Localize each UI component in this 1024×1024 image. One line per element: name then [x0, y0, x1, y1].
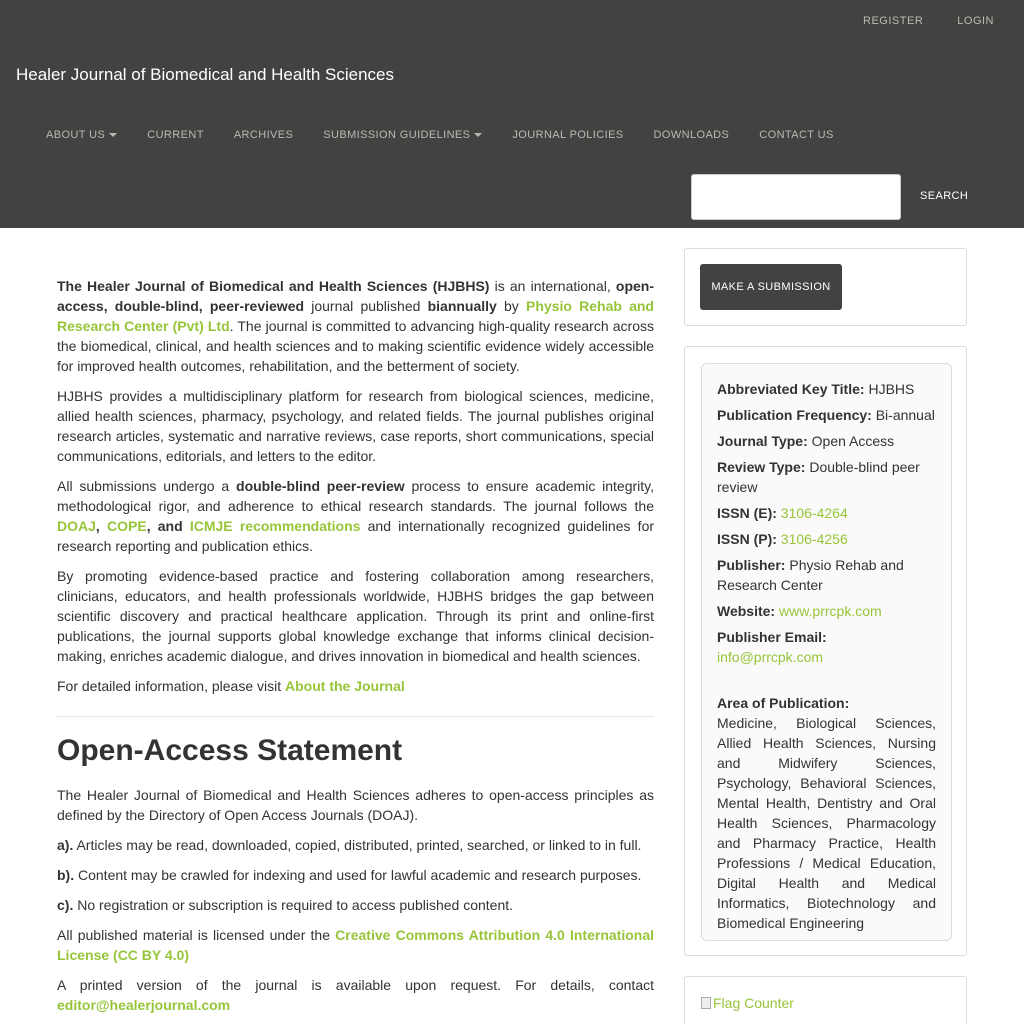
label: Journal Type:: [717, 433, 808, 449]
nav-label: JOURNAL POLICIES: [512, 129, 624, 141]
emphasis: double-blind peer-review: [236, 478, 405, 494]
text: All submissions undergo a: [57, 478, 237, 494]
site-header: [0, 0, 1024, 228]
label: ISSN (P):: [717, 531, 777, 547]
flag-counter-link[interactable]: [701, 995, 794, 1011]
editor-email-link[interactable]: editor@healerjournal.com: [57, 997, 231, 1013]
text: journal published: [304, 298, 428, 314]
flag-counter-alt: Flag Counter: [713, 995, 794, 1011]
value: HJBHS: [864, 381, 915, 397]
text: by: [496, 298, 527, 314]
license-link[interactable]: Creative Commons Attribution 4.0 International License (CC BY 4.0): [57, 927, 654, 963]
label: Area of Publication:: [717, 695, 850, 711]
nav-label: CONTACT US: [759, 129, 834, 141]
list-marker: b).: [57, 867, 75, 883]
separator: , and: [146, 518, 190, 534]
text: is an international,: [489, 278, 616, 294]
nav-label: ARCHIVES: [233, 129, 294, 141]
website-link[interactable]: www.prrcpk.com: [778, 603, 882, 619]
label: Publisher:: [717, 557, 786, 573]
publisher-email-link[interactable]: info@prrcpk.com: [717, 649, 824, 665]
key-title-row: [717, 379, 936, 399]
nav-label: SUBMISSION GUIDELINES: [323, 129, 471, 141]
journal-info-panel: [701, 363, 952, 941]
user-nav: [863, 15, 1024, 27]
list-marker: a).: [57, 837, 74, 853]
main-nav: [46, 129, 864, 141]
license-paragraph: [57, 925, 654, 965]
text: A printed version of the journal is available upon request. For details, contact: [57, 977, 654, 993]
journal-name: The Healer Journal of Biomedical and Health Sciences (HJBHS): [57, 278, 490, 294]
nav-about-us[interactable]: [46, 129, 117, 141]
publisher-email-row: [717, 627, 936, 667]
list-text: Content may be crawled for indexing and used for lawful academic and research purposes.: [74, 867, 642, 883]
review-paragraph: [57, 476, 654, 556]
text: All published material is licensed under the: [57, 927, 336, 943]
login-link[interactable]: LOGIN: [957, 15, 994, 27]
list-item: [57, 835, 654, 855]
more-info-paragraph: [57, 676, 654, 696]
nav-label: DOWNLOADS: [653, 129, 730, 141]
issn-e-link[interactable]: 3106-4264: [780, 505, 848, 521]
icmje-link[interactable]: ICMJE recommendations: [189, 518, 361, 534]
divider: [57, 716, 654, 717]
broken-image-icon: [701, 997, 711, 1009]
nav-downloads[interactable]: [654, 129, 730, 141]
doaj-link[interactable]: DOAJ: [57, 518, 96, 534]
label: Abbreviated Key Title:: [717, 381, 865, 397]
list-text: No registration or subscription is required to access published content.: [73, 897, 514, 913]
submission-block: [684, 248, 967, 326]
label: ISSN (E):: [717, 505, 777, 521]
label: Publisher Email:: [717, 629, 827, 645]
open-access-title: Open-Access Statement: [57, 734, 403, 767]
publisher-row: [717, 555, 936, 595]
review-type-row: [717, 457, 936, 497]
nav-current[interactable]: [147, 129, 204, 141]
flag-counter-block: [684, 976, 967, 1024]
label: Publication Frequency:: [717, 407, 872, 423]
publisher-link[interactable]: Physio Rehab and Research Center (Pvt) Ltd: [57, 298, 654, 334]
search-input[interactable]: [691, 174, 901, 220]
list-marker: c).: [57, 897, 74, 913]
label: Review Type:: [717, 459, 806, 475]
make-submission-button[interactable]: MAKE A SUBMISSION: [700, 264, 842, 310]
journal-info-block: [684, 346, 967, 956]
list-text: Articles may be read, downloaded, copied, distributed, printed, searched, or linked to in full.: [73, 837, 642, 853]
value: Bi-annual: [871, 407, 935, 423]
text: process to ensure academic integrity, methodological rigor, and adherence to ethical research standards. The journal follows the: [57, 478, 654, 514]
value: Physio Rehab and Research Center: [717, 557, 904, 593]
impact-paragraph: By promoting evidence-based practice and fostering collaboration among researchers, clinicians, educators, and health professionals worldwide, HJBHS bridges the gap between scientific discovery and practical healthcare application. Through its print and online-first publications, the journal supports global knowledge exchange that informs clinical decision-making, enriches academic dialogue, and drives innovation in biomedical and health sciences.: [57, 568, 654, 664]
text: and internationally recognized guidelines for research reporting and publication ethics.: [57, 518, 655, 554]
intro-paragraph: [57, 276, 654, 376]
caret-down-icon: [109, 133, 117, 137]
nav-label: CURRENT: [147, 129, 204, 141]
scope-paragraph: HJBHS provides a multidisciplinary platform for research from biological sciences, medicine, allied health sciences, pharmacy, psychology, and related fields. The journal publishes original research articles, systematic and narrative reviews, case reports, short communications, special communications, editorials, and letters to the editor.: [57, 388, 654, 464]
value: Open Access: [807, 433, 895, 449]
nav-submission-guidelines[interactable]: [323, 129, 482, 141]
nav-archives[interactable]: [234, 129, 293, 141]
journal-type-row: [717, 431, 936, 451]
print-paragraph: [57, 975, 654, 1015]
emphasis: biannually: [427, 298, 497, 314]
issn-p-row: [717, 529, 936, 549]
separator: ,: [95, 518, 107, 534]
issn-p-link[interactable]: 3106-4256: [780, 531, 848, 547]
caret-down-icon: [474, 133, 482, 137]
text: . The journal is committed to advancing high-quality research across the biomedical, clinical, and health sciences and to making scientific evidence widely accessible for improved health outcomes, rehabilitation, and the betterment of society.: [57, 318, 654, 374]
label: Website:: [717, 603, 776, 619]
search-button[interactable]: SEARCH: [920, 190, 969, 202]
open-access-paragraph: The Healer Journal of Biomedical and Health Sciences adheres to open-access principles as defined by the Directory of Open Access Journals (DOAJ).: [57, 787, 654, 823]
website-row: [717, 601, 936, 621]
issn-e-row: [717, 503, 936, 523]
emphasis: open-access, double-blind, peer-reviewed: [57, 278, 654, 314]
nav-label: ABOUT US: [46, 129, 106, 141]
site-title[interactable]: Healer Journal of Biomedical and Health Sciences: [16, 65, 394, 84]
text: For detailed information, please visit: [57, 678, 285, 694]
main-content: [57, 276, 654, 1024]
nav-contact-us[interactable]: [759, 129, 834, 141]
register-link[interactable]: REGISTER: [863, 15, 924, 27]
frequency-row: [717, 405, 936, 425]
area-of-publication: Medicine, Biological Sciences, Allied Health Sciences, Nursing and Midwifery Sciences, Psychology, Behavioral Sciences, Mental Health, Dentistry and Oral Health Sciences, Pharmacology and Pharmacy Practice, Health Professions / Medical Education, Digital Health and Medical Informatics, Biotechnology and Biomedical Engineering: [717, 715, 936, 931]
area-label: [717, 693, 936, 713]
cope-link[interactable]: COPE: [107, 518, 147, 534]
list-item: [57, 895, 654, 915]
about-journal-link[interactable]: About the Journal: [285, 678, 405, 694]
list-item: [57, 865, 654, 885]
value: Double-blind peer review: [717, 459, 920, 495]
nav-journal-policies[interactable]: [512, 129, 623, 141]
